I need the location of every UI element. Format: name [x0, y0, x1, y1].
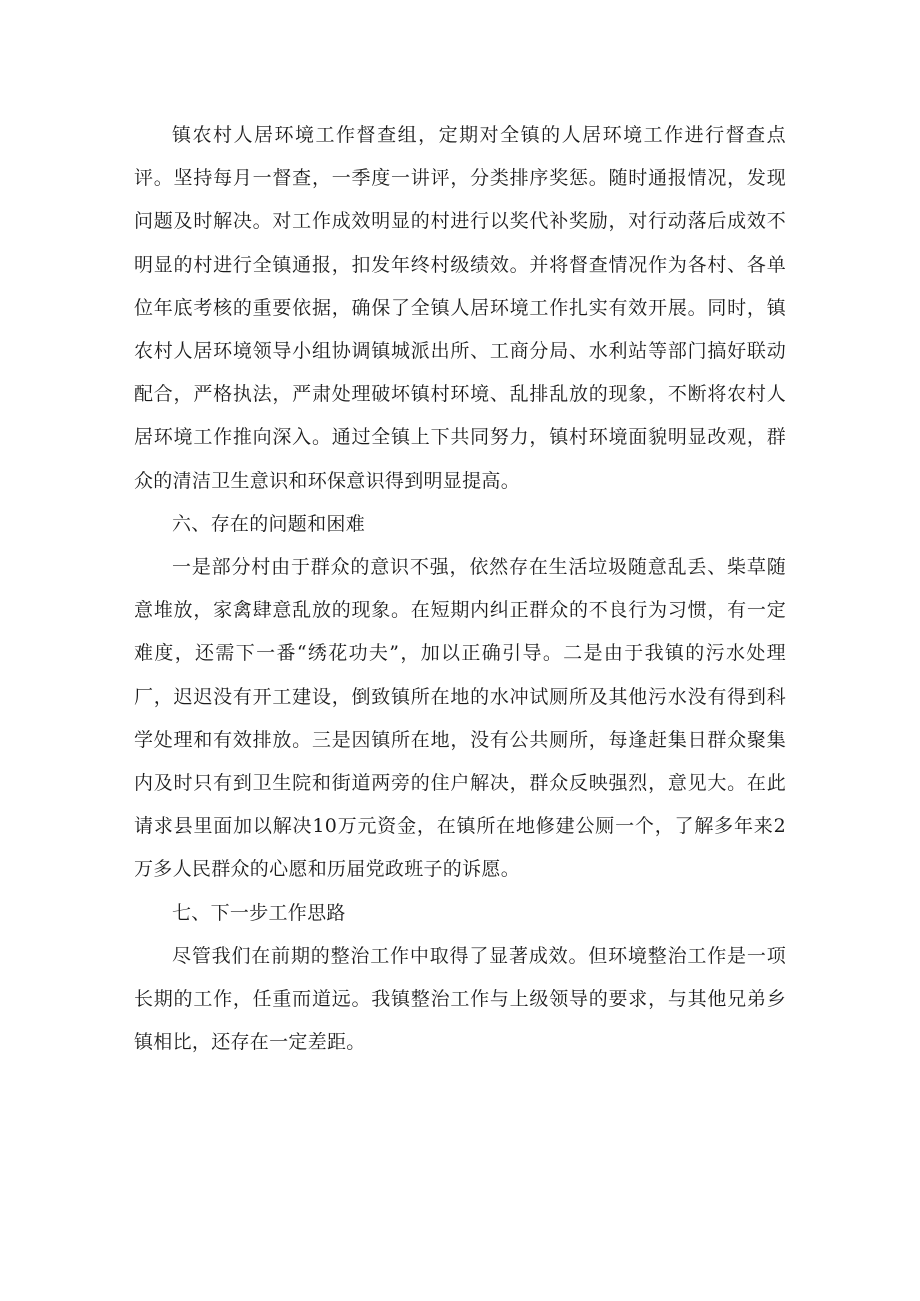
paragraph-supervision: 镇农村人居环境工作督查组，定期对全镇的人居环境工作进行督查点评。坚持每月一督查，一季度一讲评，分类排序奖惩。随时通报情况，发现问题及时解决。对工作成效明显的村进行以奖代补奖励，对行动落后成效不明显的村进行全镇通报，扣发年终村级绩效。并将督查情况作为各村、各单位年底考核的重要依据，确保了全镇人居环境工作扎实有效开展。同时，镇农村人居环境领导小组协调镇城派出所、工商分局、水利站等部门搞好联动配合，严格执法，严肃处理破坏镇村环境、乱排乱放的现象，不断将农村人居环境工作推向深入。通过全镇上下共同努力，镇村环境面貌明显改观，群众的清洁卫生意识和环保意识得到明显提高。 [134, 124, 786, 492]
document-body [134, 114, 786, 1064]
section-heading-problems: 六、存在的问题和困难 [172, 512, 366, 535]
section-heading-next-steps: 七、下一步工作思路 [172, 901, 346, 924]
paragraph-next-steps: 尽管我们在前期的整治工作中取得了显著成效。但环境整治工作是一项长期的工作，任重而道远。我镇整治工作与上级领导的要求，与其他兄弟乡镇相比，还存在一定差距。 [134, 944, 786, 1054]
paragraph-problems: 一是部分村由于群众的意识不强，依然存在生活垃圾随意乱丢、柴草随意堆放，家禽肆意乱放的现象。在短期内纠正群众的不良行为习惯，有一定难度，还需下一番“绣花功夫”，加以正确引导。二是由于我镇的污水处理厂，迟迟没有开工建设，倒致镇所在地的水冲试厕所及其他污水没有得到科学处理和有效排放。三是因镇所在地，没有公共厕所，每逢赶集日群众聚集内及时只有到卫生院和街道两旁的住户解决，群众反映强烈，意见大。在此请求县里面加以解决10万元资金，在镇所在地修建公厕一个，了解多年来2万多人民群众的心愿和历届党政班子的诉愿。 [134, 556, 786, 881]
